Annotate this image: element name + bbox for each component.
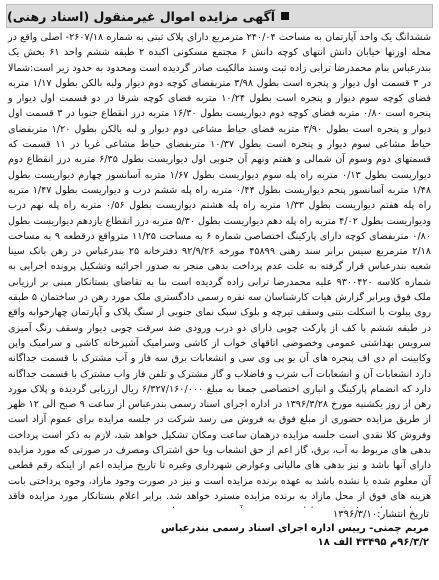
publish-date: تاریخ انتشار:۱۳۹۶/۳/۱۰ bbox=[332, 509, 429, 520]
square-bullet-icon bbox=[281, 12, 289, 20]
ad-title: آگهی مزایده اموال غیرمنقول (اسناد رهنی) bbox=[7, 8, 276, 24]
ad-header bbox=[6, 4, 433, 28]
ad-body bbox=[6, 28, 433, 508]
ad-code: ۹۶/۳/۲م ۴۳۴۹۵ الف ۱۸ bbox=[317, 537, 429, 548]
ad-footer bbox=[6, 508, 433, 550]
signature-line: مریم چمنی- رییس اداره اجرای اسناد رسمی بندرعباس bbox=[161, 523, 429, 534]
ad-body-text: ششدانگ یک واحد آپارتمان به مساحت ۲۴۰/۰۴ مترمربع دارای پلاک ثبتی به شماره ۲۶۰۷/۱۸- اصلی واقع در محله اوزنها خیابان دانش انتهای کوچه دانش ۶ مجتمع مسکونی اکبده ۲ طبقه ششم واحد ۶۱ بخش یک بندرعباس بنام محمدرضا ترابی زاده ثبت وسند مالکیت صادر گردیده است ومحدود به حدود زیر است:شمالا در ۳ قسمت اول دیوار و پنجره است بطول ۳/۹۸ متربفضای کوچه دوم دیوار ولبه بالکن بطول ۱/۱۷ متربه فضای کوچه سوم دیوار و پنجره است بطول ۱۰/۲۴ متربه فضای کوچه شرقا در دو قسمت اول دیوار و پنجره است ۰/۸۰ متربه فضای کوچه دوم دیواریست بطول ۱۶/۳۰ متربه درز انقطاع جنوبا در ۳ قسمت اول دیوار و پنجره است بطول ۳/۹۰ متربه فضای حیاط مشاعی دوم دیوار و لبه بالکن بطول ۱/۲۰ متربفضای حیاط مشاعی سوم دیوار و پنجره است بطول ۱۰/۳۷ متربفضای حیاط مشاعی غربا در ۱۱ قسمت که قسمتهای دوم وسوم آن شمالی و هفتم ونهم آن جنوبی اول دیواریست بطول ۶/۳۵ متربه درز انقطاع دوم دیواریست بطول ۰/۱۳ متربه راه پله سوم دیواریست بطول ۱/۶۷ متربه آسانسور چهارم دیواریست بطول ۱/۴۸ متربه آسانسور پنجم دیواریست بطول ۰/۴۴ متربه راه پله ششم درب و دیواریست بطول ۱/۴۷ متربه راه پله هفتم دیواریست بطول ۱/۳۳ متربه راه پله هشتم دیواریست بطول ۰/۵۶ متربه راه پله نهم درب ودیواریست بطول ۴/۰۲ متربه راه پله دهم دیواریست بطول ۵/۳۰ متربه درز انقطاع یازدهم دیواریست بطول ۰/۸۰ متربفضای کوچه دارای پارکینگ اختصاصی شماره ۶ به مساحت ۱۱/۲۵ مترواقع درقطعه ۹ به مساحت ۲/۱۸ مترمربع سیس برابر سند رهنی ۴۵۸۹۹ مورخه ۹۲/۹/۲۶ دفترخانه ۲۵ بندرعباس در رهن بانک سینا شعبه بندرعباس قرار گرفته به علت عدم پرداخت بدهی منجر به صدور اجرائیه وتشکیل پرونده اجرایی به شماره کلاسه ۹۳۰۰۴۲۰ علیه محمدرضا ترابی زاده گردیده است بنا به تقاضای بستانکار مبنی بر ارزیابی ملک فوق وبرابر گزارش هیات کارشناسان سه نفره رسمی دادگستری ملک مورد رهن در ساختمان ۵ طبقه روی پیلوت با اسکلت بتنی وسقف تیرچه و بلوک سبک نمای جنوبی از سنگ پلاک و آپارتمان چهارخوابه واقع در طبقه ششم با کف از پارکت چوبی دارای دو درب ورودی ضد سرقت چوبی دیوار وسقف رنگ آمیزی سرویس بهداشتی عمومی وخصوصی اتاقهای خواب از کاشی وسرامیک آشپزخانه کاشی و سرامیک واپن وکابینت ام دی اف پنجره های آن یو پی وی سی و انشعابات برق سه فاز و آب مشترک با قسمت جداگانه دارد انشعابات آن و انشعابات آب شرب و فاضلاب و گاز مشترک و تلفن فاز واب مشترک با قسمت جداگانه دارد که انضمام پارکینگ و انباری اختصاصی جمعا به مبلغ ۶/۳۲۷/۱۶۰/۰۰۰ ریال ارزیابی گردیده و پلاک مورد رهن از روز یکشنبه مورخ ۱۳۹۶/۳/۲۸ در اداره اجرای اسناد رسمی بندرعباس از ساعت ۹ صبح الی ۱۲ ظهر از طریق مزایده حضوری از مبلغ فوق به فروش می رسد شرکت در جلسه مزایده برای عموم آزاد است وفروش کلا نقدی است جلسه مزایده درهمان ساعت ومکان تشکیل خواهد شد، لازم به ذکر است پرداخت بدهی های مربوط به آب، برق، گاز اعم از حق انشعاب ویا حق اشتراک ومصرف در صورتی که مورد مزایده دارای آنها باشد و نیز بدهی های مالیاتی وعوارض شهرداری وغیره تا تاریخ مزایده اعم از اینکه رقم قطعی آن معلوم شده یا نشده باشد به عهده برنده مزایده است و نیز در صورت وجود مازاد، وجوه پرداختی بابت هزینه های فوق از محل مازاد به برنده مزایده مسترد خواهد شد. برابر اعلام بستانکار مورد مزایده فاقد bbox=[8, 32, 432, 502]
advertisement-page bbox=[6, 4, 433, 570]
